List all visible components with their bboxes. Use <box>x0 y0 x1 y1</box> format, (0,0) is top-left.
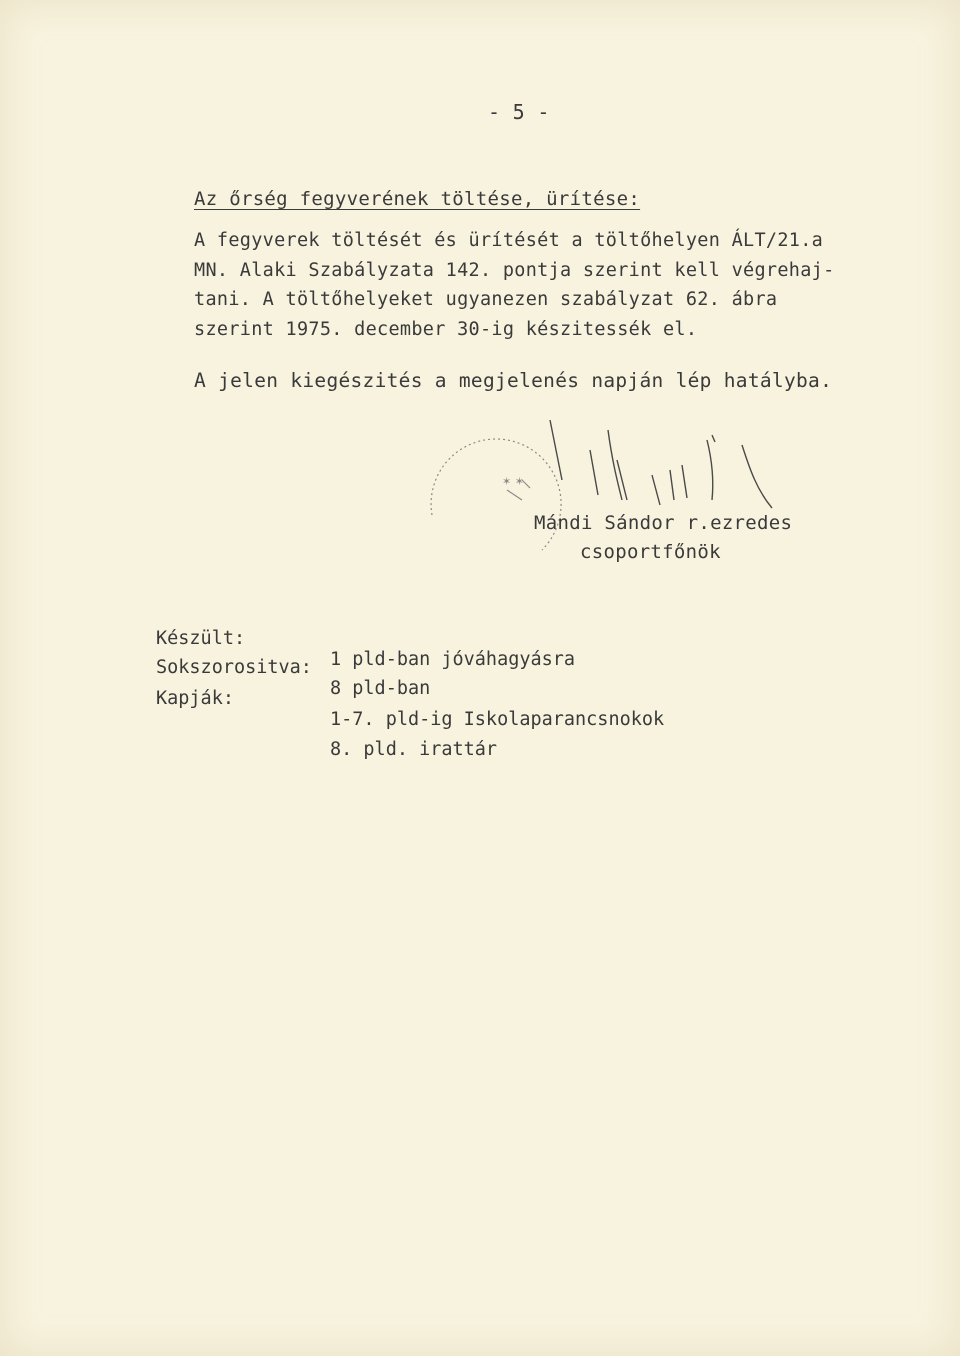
paragraph-line: MN. Alaki Szabályzata 142. pontja szerint kell végrehaj- <box>194 259 835 281</box>
distribution-label: Készült: <box>156 628 246 649</box>
distribution-label: Sokszorositva: <box>156 657 312 678</box>
handwritten-signature <box>550 420 772 508</box>
svg-text:✶ ✶: ✶ ✶ <box>502 475 524 488</box>
page-number: - 5 - <box>488 100 550 124</box>
paragraph-1 <box>194 226 835 344</box>
paragraph-line: szerint 1975. december 30-ig készitessék el. <box>194 318 698 340</box>
signer-name-rank: Mándi Sándor r.ezredes <box>534 512 793 534</box>
official-stamp-and-signature <box>412 420 812 590</box>
distribution-label: Kapják: <box>156 688 234 709</box>
paragraph-line: A fegyverek töltését és ürítését a töltőhelyen ÁLT/21.a <box>194 230 824 251</box>
distribution-value: 1-7. pld-ig Iskolaparancsnokok <box>330 709 665 730</box>
distribution-value: 8. pld. irattár <box>330 739 498 760</box>
paragraph-2: A jelen kiegészités a megjelenés napján lép hatályba. <box>194 369 833 392</box>
distribution-value: 1 pld-ban jóváhagyásra <box>330 649 576 670</box>
section-heading: Az őrség fegyverének töltése, ürítése: <box>194 188 641 210</box>
signer-title: csoportfőnök <box>580 541 721 563</box>
paragraph-line: tani. A töltőhelyeket ugyanezen szabályzat 62. ábra <box>194 289 778 310</box>
distribution-value: 8 pld-ban <box>330 678 431 699</box>
